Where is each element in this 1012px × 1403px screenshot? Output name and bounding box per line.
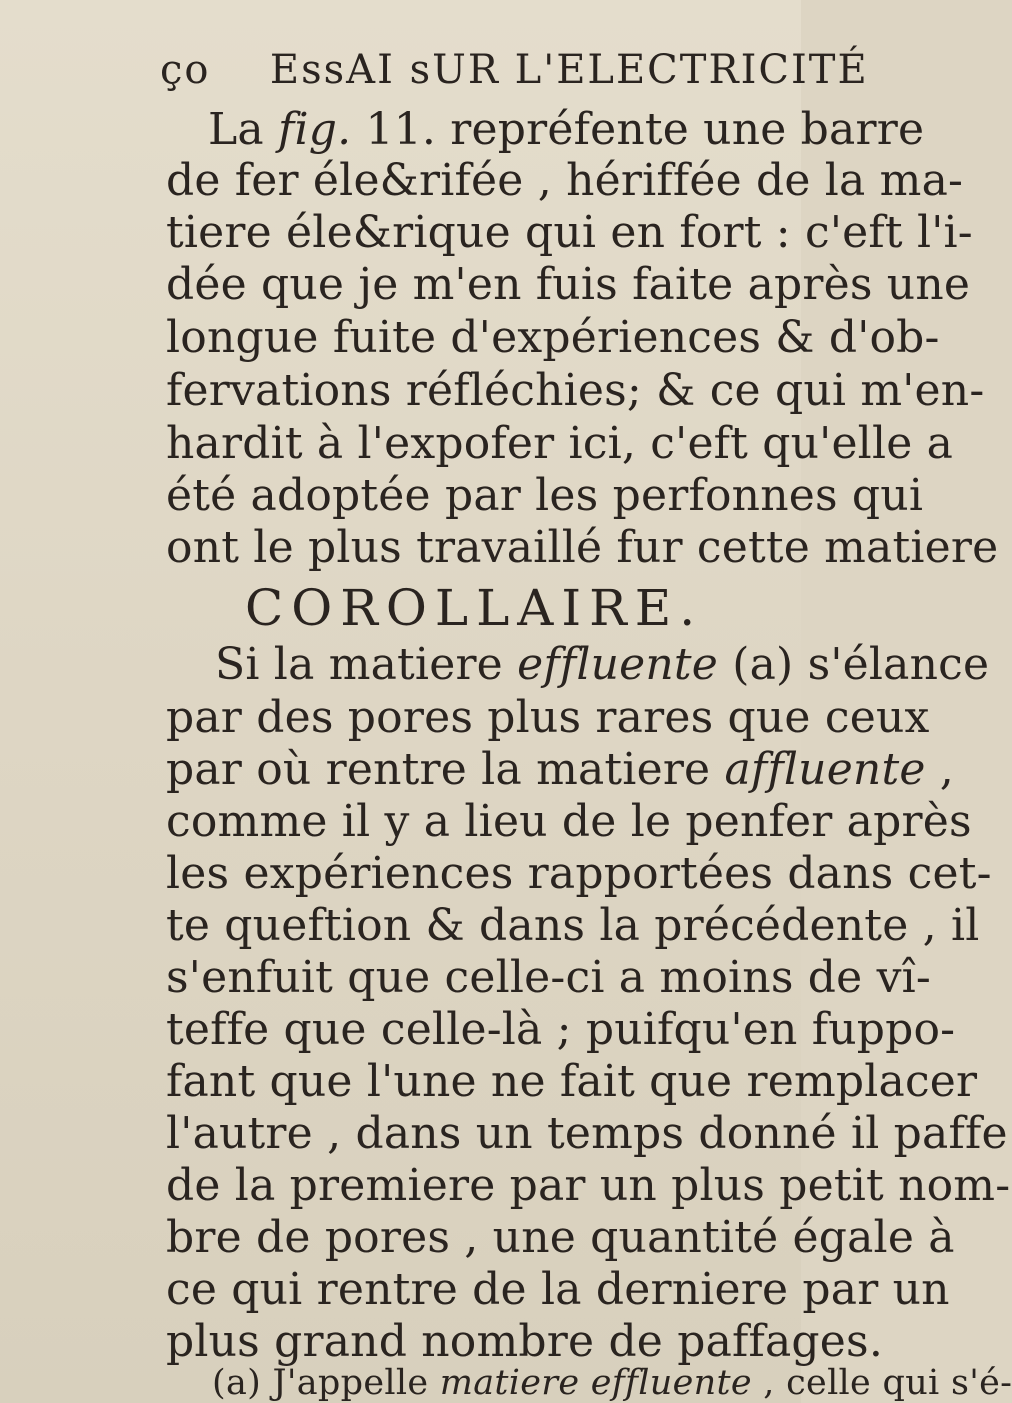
paragraph-line: te queftion & dans la précédente , il	[166, 900, 980, 951]
paragraph-line: de fer éle&rifée , hériffée de la ma-	[166, 155, 964, 206]
paragraph-line: teffe que celle-là ; puifqu'en fuppo-	[166, 1004, 956, 1055]
section-title: COROLLAIRE.	[245, 579, 704, 637]
paragraph-line: ont le plus travaillé fur cette matiere	[166, 522, 999, 573]
footnote-line: (a) J'appelle matiere effluente , celle qui s'é-	[212, 1363, 1012, 1403]
paragraph-line: ce qui rentre de la derniere par un	[166, 1264, 950, 1315]
paragraph-line: bre de pores , une quantité égale à	[166, 1212, 955, 1263]
paragraph-line: hardit à l'expofer ici, c'eft qu'elle a	[166, 418, 954, 469]
paragraph-line: longue fuite d'expériences & d'ob-	[166, 312, 940, 363]
running-title: EssAI sUR L'ELECTRICITÉ	[269, 47, 869, 93]
paragraph-line: dée que je m'en fuis faite après une	[166, 259, 971, 310]
paragraph-line: comme il y a lieu de le penfer après	[166, 796, 972, 847]
paragraph-line: La fig. 11. repréfente une barre	[208, 104, 925, 155]
paragraph-line: les expériences rapportées dans cet-	[166, 848, 992, 899]
paragraph-line: Si la matiere effluente (a) s'élance	[215, 639, 990, 690]
paragraph-line: plus grand nombre de paffages.	[166, 1316, 884, 1367]
paragraph-line: fervations réfléchies; & ce qui m'en-	[166, 365, 985, 416]
paragraph-line: été adoptée par les perfonnes qui	[166, 470, 924, 521]
paragraph-line: s'enfuit que celle-ci a moins de vî-	[166, 952, 931, 1003]
page-number: ço	[160, 47, 211, 93]
paragraph-line: l'autre , dans un temps donné il paffe	[166, 1108, 1008, 1159]
paragraph-line: par des pores plus rares que ceux	[166, 692, 930, 743]
paragraph-line: de la premiere par un plus petit nom-	[166, 1160, 1011, 1211]
paragraph-line: par où rentre la matiere affluente ,	[166, 744, 954, 795]
running-header	[160, 47, 869, 93]
paragraph-line: tiere éle&rique qui en fort : c'eft l'i-	[166, 207, 973, 258]
paragraph-line: fant que l'une ne fait que remplacer	[166, 1056, 978, 1107]
